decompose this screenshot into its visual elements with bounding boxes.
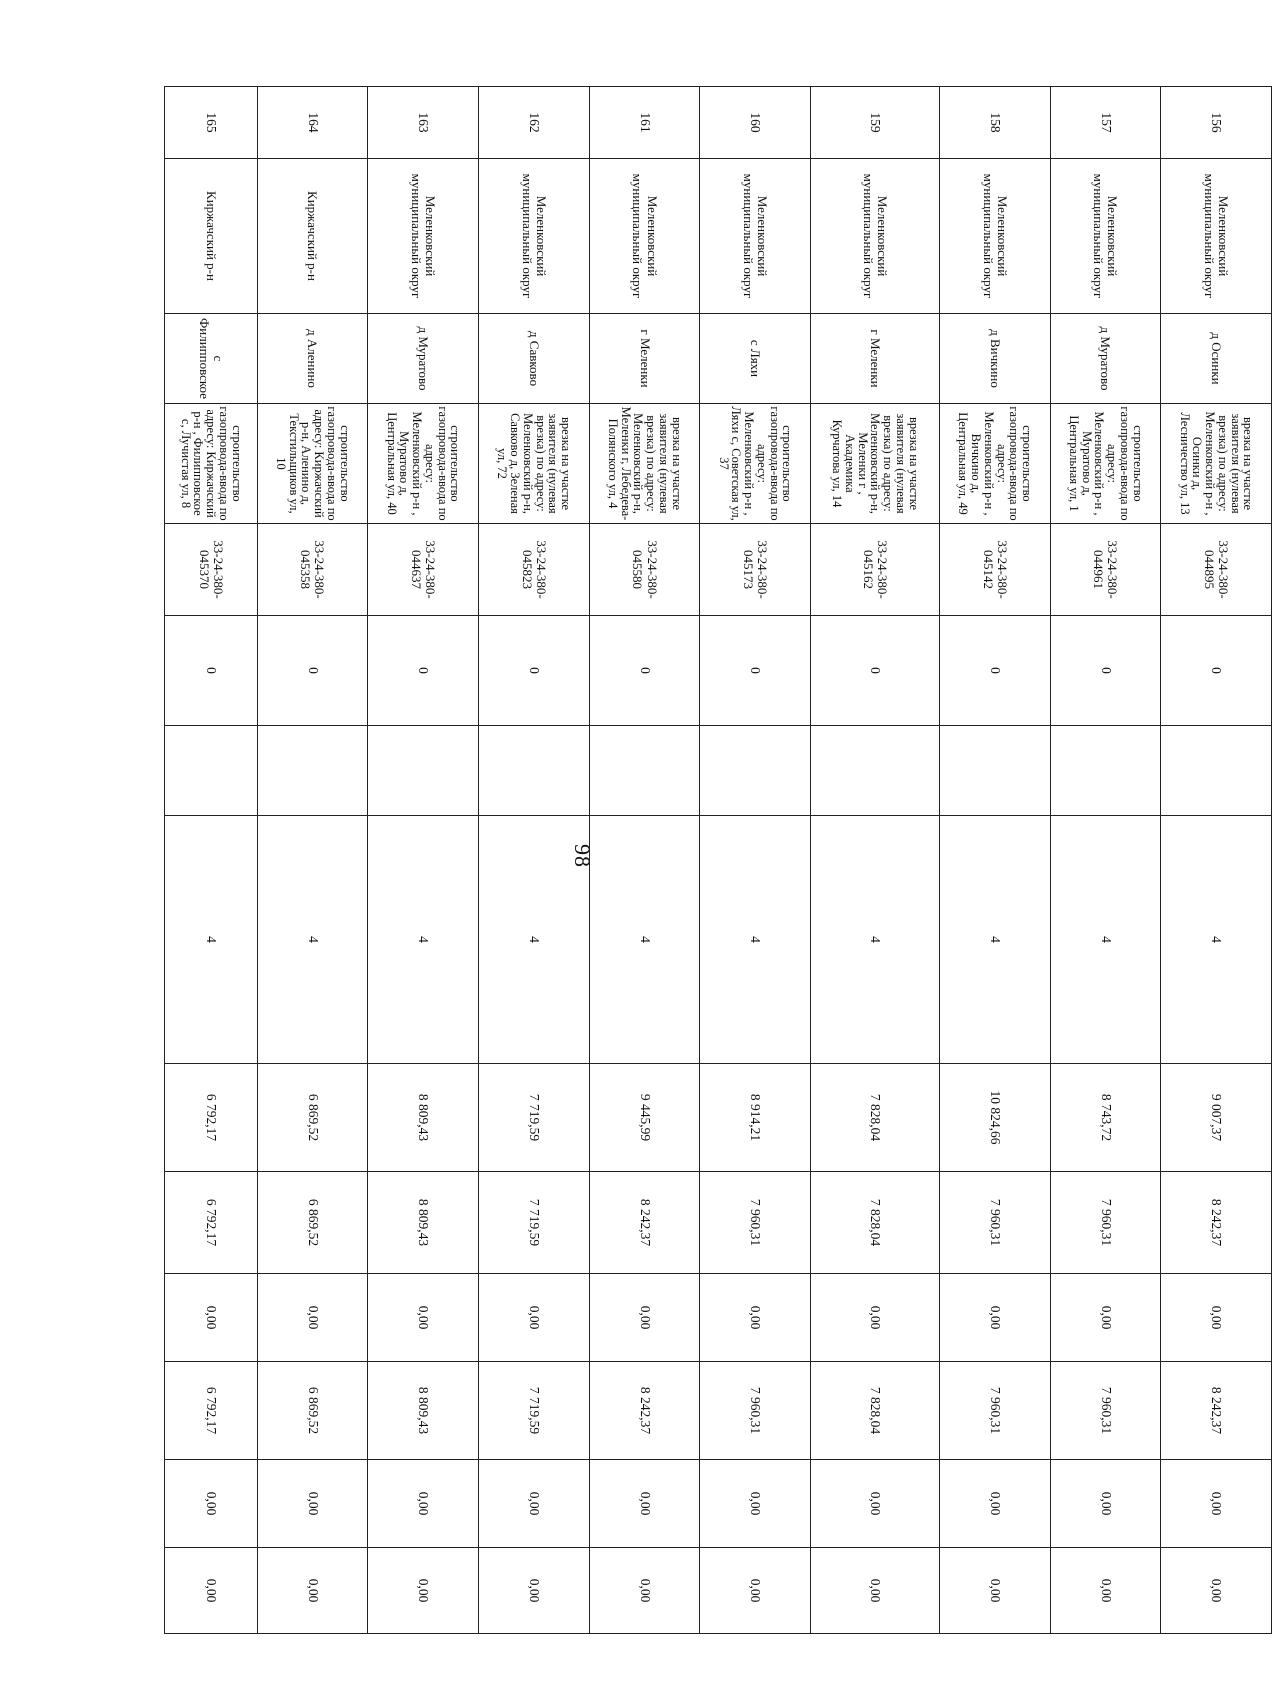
district-cell: Меленковский муниципальный округ <box>589 159 700 314</box>
zero-amount-cell: 0,00 <box>811 1274 940 1362</box>
cost-value-cell: 8 809,43 <box>368 1172 479 1274</box>
empty-cell <box>1161 726 1272 816</box>
work-description-cell: строительство газопровода-ввода по адресу: Меленковский р-н , Ляхи с, Советская ул, 37 <box>700 404 811 524</box>
zero-value-cell: 0 <box>939 616 1050 726</box>
zero-amount-cell-3: 0,00 <box>257 1548 368 1634</box>
locality-cell: д Осинки <box>1161 314 1272 404</box>
work-description-cell: врезка на участке заявителя (нулевая врезка) по адресу: Меленковский р-н, Меленки г , Академика Курчатова ул, 14 <box>811 404 940 524</box>
table-row <box>700 87 811 1634</box>
zero-amount-cell-3: 0,00 <box>478 1548 589 1634</box>
locality-cell: д Аленино <box>257 314 368 404</box>
district-cell: Меленковский муниципальный округ <box>1161 159 1272 314</box>
category-cell: 4 <box>700 816 811 1064</box>
cost-value-cell: 7 960,31 <box>1050 1172 1161 1274</box>
category-cell: 4 <box>1161 816 1272 1064</box>
data-table <box>164 86 1272 1634</box>
cost-value-cell: 6 792,17 <box>165 1172 258 1274</box>
table-row <box>589 87 700 1634</box>
cost-value-cell: 8 242,37 <box>589 1172 700 1274</box>
zero-value-cell: 0 <box>478 616 589 726</box>
row-number: 161 <box>589 87 700 159</box>
application-code-cell: 33-24-380-044895 <box>1161 524 1272 616</box>
zero-amount-cell-2: 0,00 <box>700 1460 811 1548</box>
cost-value-cell-2: 7 960,31 <box>1050 1362 1161 1460</box>
zero-amount-cell-3: 0,00 <box>368 1548 479 1634</box>
application-code-cell: 33-24-380-045173 <box>700 524 811 616</box>
zero-amount-cell: 0,00 <box>257 1274 368 1362</box>
table-row <box>939 87 1050 1634</box>
cost-value-cell-2: 8 809,43 <box>368 1362 479 1460</box>
zero-amount-cell-3: 0,00 <box>700 1548 811 1634</box>
locality-cell: г Меленки <box>589 314 700 404</box>
zero-amount-cell-2: 0,00 <box>478 1460 589 1548</box>
zero-amount-cell-3: 0,00 <box>939 1548 1050 1634</box>
application-code-cell: 33-24-380-045358 <box>257 524 368 616</box>
category-cell: 4 <box>368 816 479 1064</box>
zero-amount-cell: 0,00 <box>368 1274 479 1362</box>
zero-value-cell: 0 <box>1050 616 1161 726</box>
zero-amount-cell-3: 0,00 <box>165 1548 258 1634</box>
empty-cell <box>589 726 700 816</box>
row-number: 156 <box>1161 87 1272 159</box>
category-cell: 4 <box>257 816 368 1064</box>
empty-cell <box>1050 726 1161 816</box>
application-code-cell: 33-24-380-044637 <box>368 524 479 616</box>
cost-total-cell: 8 743,72 <box>1050 1064 1161 1172</box>
row-number: 164 <box>257 87 368 159</box>
empty-cell <box>811 726 940 816</box>
work-description-cell: строительство газопровода-ввода по адресу: Меленковский р-н , Муратово д, Центральная ул, 40 <box>368 404 479 524</box>
row-number: 162 <box>478 87 589 159</box>
cost-value-cell-2: 7 719,59 <box>478 1362 589 1460</box>
table-body <box>165 87 1272 1634</box>
locality-cell: д Муратово <box>368 314 479 404</box>
row-number: 159 <box>811 87 940 159</box>
zero-amount-cell: 0,00 <box>165 1274 258 1362</box>
cost-value-cell: 6 869,52 <box>257 1172 368 1274</box>
category-cell: 4 <box>1050 816 1161 1064</box>
zero-value-cell: 0 <box>1161 616 1272 726</box>
row-number: 165 <box>165 87 258 159</box>
district-cell: Меленковский муниципальный округ <box>368 159 479 314</box>
cost-value-cell: 7 960,31 <box>939 1172 1050 1274</box>
work-description-cell: строительство газопровода-ввода по адресу: Меленковский р-н , Муратово д, Центральная ул, 1 <box>1050 404 1161 524</box>
zero-amount-cell-2: 0,00 <box>1050 1460 1161 1548</box>
zero-amount-cell-3: 0,00 <box>1050 1548 1161 1634</box>
empty-cell <box>368 726 479 816</box>
zero-amount-cell-2: 0,00 <box>811 1460 940 1548</box>
cost-value-cell-2: 7 828,04 <box>811 1362 940 1460</box>
zero-amount-cell-3: 0,00 <box>811 1548 940 1634</box>
work-description-cell: строительство газопровода-ввода по адресу: Киржачский р-н , Филипповское с, Лучистая ул, 8 <box>165 404 258 524</box>
work-description-cell: строительство газопровода-ввода по адресу: Меленковский р-н , Вичкино д, Центральная ул, 49 <box>939 404 1050 524</box>
zero-value-cell: 0 <box>589 616 700 726</box>
zero-amount-cell-2: 0,00 <box>165 1460 258 1548</box>
row-number: 157 <box>1050 87 1161 159</box>
district-cell: Меленковский муниципальный округ <box>700 159 811 314</box>
locality-cell: д Муратово <box>1050 314 1161 404</box>
zero-amount-cell: 0,00 <box>1050 1274 1161 1362</box>
zero-amount-cell-3: 0,00 <box>589 1548 700 1634</box>
cost-total-cell: 7 828,04 <box>811 1064 940 1172</box>
cost-total-cell: 8 809,43 <box>368 1064 479 1172</box>
work-description-cell: врезка на участке заявителя (нулевая врезка) по адресу: Меленковский р-н, Савково д, Зеленая ул, 72 <box>478 404 589 524</box>
cost-value-cell: 7 960,31 <box>700 1172 811 1274</box>
cost-total-cell: 6 869,52 <box>257 1064 368 1172</box>
cost-value-cell-2: 6 792,17 <box>165 1362 258 1460</box>
cost-value-cell: 7 719,59 <box>478 1172 589 1274</box>
table-row <box>1161 87 1272 1634</box>
zero-value-cell: 0 <box>811 616 940 726</box>
zero-amount-cell-2: 0,00 <box>589 1460 700 1548</box>
empty-cell <box>939 726 1050 816</box>
category-cell: 4 <box>589 816 700 1064</box>
application-code-cell: 33-24-380-045823 <box>478 524 589 616</box>
cost-value-cell: 8 242,37 <box>1161 1172 1272 1274</box>
zero-amount-cell-2: 0,00 <box>257 1460 368 1548</box>
cost-value-cell-2: 7 960,31 <box>700 1362 811 1460</box>
district-cell: Меленковский муниципальный округ <box>939 159 1050 314</box>
row-number: 160 <box>700 87 811 159</box>
work-description-cell: врезка на участке заявителя (нулевая врезка) по адресу: Меленковский р-н, Меленки г, Лебедева-Полянского ул, 4 <box>589 404 700 524</box>
zero-value-cell: 0 <box>165 616 258 726</box>
zero-amount-cell: 0,00 <box>478 1274 589 1362</box>
work-description-cell: врезка на участке заявителя (нулевая врезка) по адресу: Меленковский р-н , Осинки д, Лесничество ул, 13 <box>1161 404 1272 524</box>
table-row <box>478 87 589 1634</box>
empty-cell <box>478 726 589 816</box>
district-cell: Меленковский муниципальный округ <box>1050 159 1161 314</box>
table-row <box>368 87 479 1634</box>
table-row <box>165 87 258 1634</box>
cost-value-cell-2: 7 960,31 <box>939 1362 1050 1460</box>
empty-cell <box>165 726 258 816</box>
application-code-cell: 33-24-380-045580 <box>589 524 700 616</box>
zero-amount-cell: 0,00 <box>700 1274 811 1362</box>
application-code-cell: 33-24-380-045370 <box>165 524 258 616</box>
zero-value-cell: 0 <box>368 616 479 726</box>
district-cell: Киржачский р-н <box>257 159 368 314</box>
cost-total-cell: 8 914,21 <box>700 1064 811 1172</box>
table-row <box>811 87 940 1634</box>
cost-value-cell: 7 828,04 <box>811 1172 940 1274</box>
zero-amount-cell: 0,00 <box>589 1274 700 1362</box>
application-code-cell: 33-24-380-044961 <box>1050 524 1161 616</box>
cost-value-cell-2: 8 242,37 <box>1161 1362 1272 1460</box>
zero-amount-cell-3: 0,00 <box>1161 1548 1272 1634</box>
cost-total-cell: 6 792,17 <box>165 1064 258 1172</box>
table-row <box>257 87 368 1634</box>
cost-total-cell: 10 824,66 <box>939 1064 1050 1172</box>
application-code-cell: 33-24-380-045162 <box>811 524 940 616</box>
category-cell: 4 <box>165 816 258 1064</box>
zero-amount-cell: 0,00 <box>1161 1274 1272 1362</box>
cost-total-cell: 7 719,59 <box>478 1064 589 1172</box>
empty-cell <box>700 726 811 816</box>
district-cell: Меленковский муниципальный округ <box>478 159 589 314</box>
cost-total-cell: 9 445,99 <box>589 1064 700 1172</box>
page-number: 98 <box>570 844 595 868</box>
row-number: 158 <box>939 87 1050 159</box>
locality-cell: с Ляхи <box>700 314 811 404</box>
empty-cell <box>257 726 368 816</box>
gas-connection-table <box>164 86 1272 1633</box>
zero-amount-cell-2: 0,00 <box>368 1460 479 1548</box>
locality-cell: с Филипповское <box>165 314 258 404</box>
zero-value-cell: 0 <box>700 616 811 726</box>
row-number: 163 <box>368 87 479 159</box>
cost-value-cell-2: 6 869,52 <box>257 1362 368 1460</box>
table-row <box>1050 87 1161 1634</box>
application-code-cell: 33-24-380-045142 <box>939 524 1050 616</box>
locality-cell: г Меленки <box>811 314 940 404</box>
zero-amount-cell: 0,00 <box>939 1274 1050 1362</box>
locality-cell: д Савково <box>478 314 589 404</box>
category-cell: 4 <box>478 816 589 1064</box>
district-cell: Меленковский муниципальный округ <box>811 159 940 314</box>
locality-cell: д Вичкино <box>939 314 1050 404</box>
zero-value-cell: 0 <box>257 616 368 726</box>
zero-amount-cell-2: 0,00 <box>939 1460 1050 1548</box>
category-cell: 4 <box>811 816 940 1064</box>
cost-total-cell: 9 007,37 <box>1161 1064 1272 1172</box>
category-cell: 4 <box>939 816 1050 1064</box>
cost-value-cell-2: 8 242,37 <box>589 1362 700 1460</box>
district-cell: Киржачский р-н <box>165 159 258 314</box>
zero-amount-cell-2: 0,00 <box>1161 1460 1272 1548</box>
work-description-cell: строительство газопровода-ввода по адресу: Киржачский р-н, Аленино д, Текстильщиков ул, 10 <box>257 404 368 524</box>
